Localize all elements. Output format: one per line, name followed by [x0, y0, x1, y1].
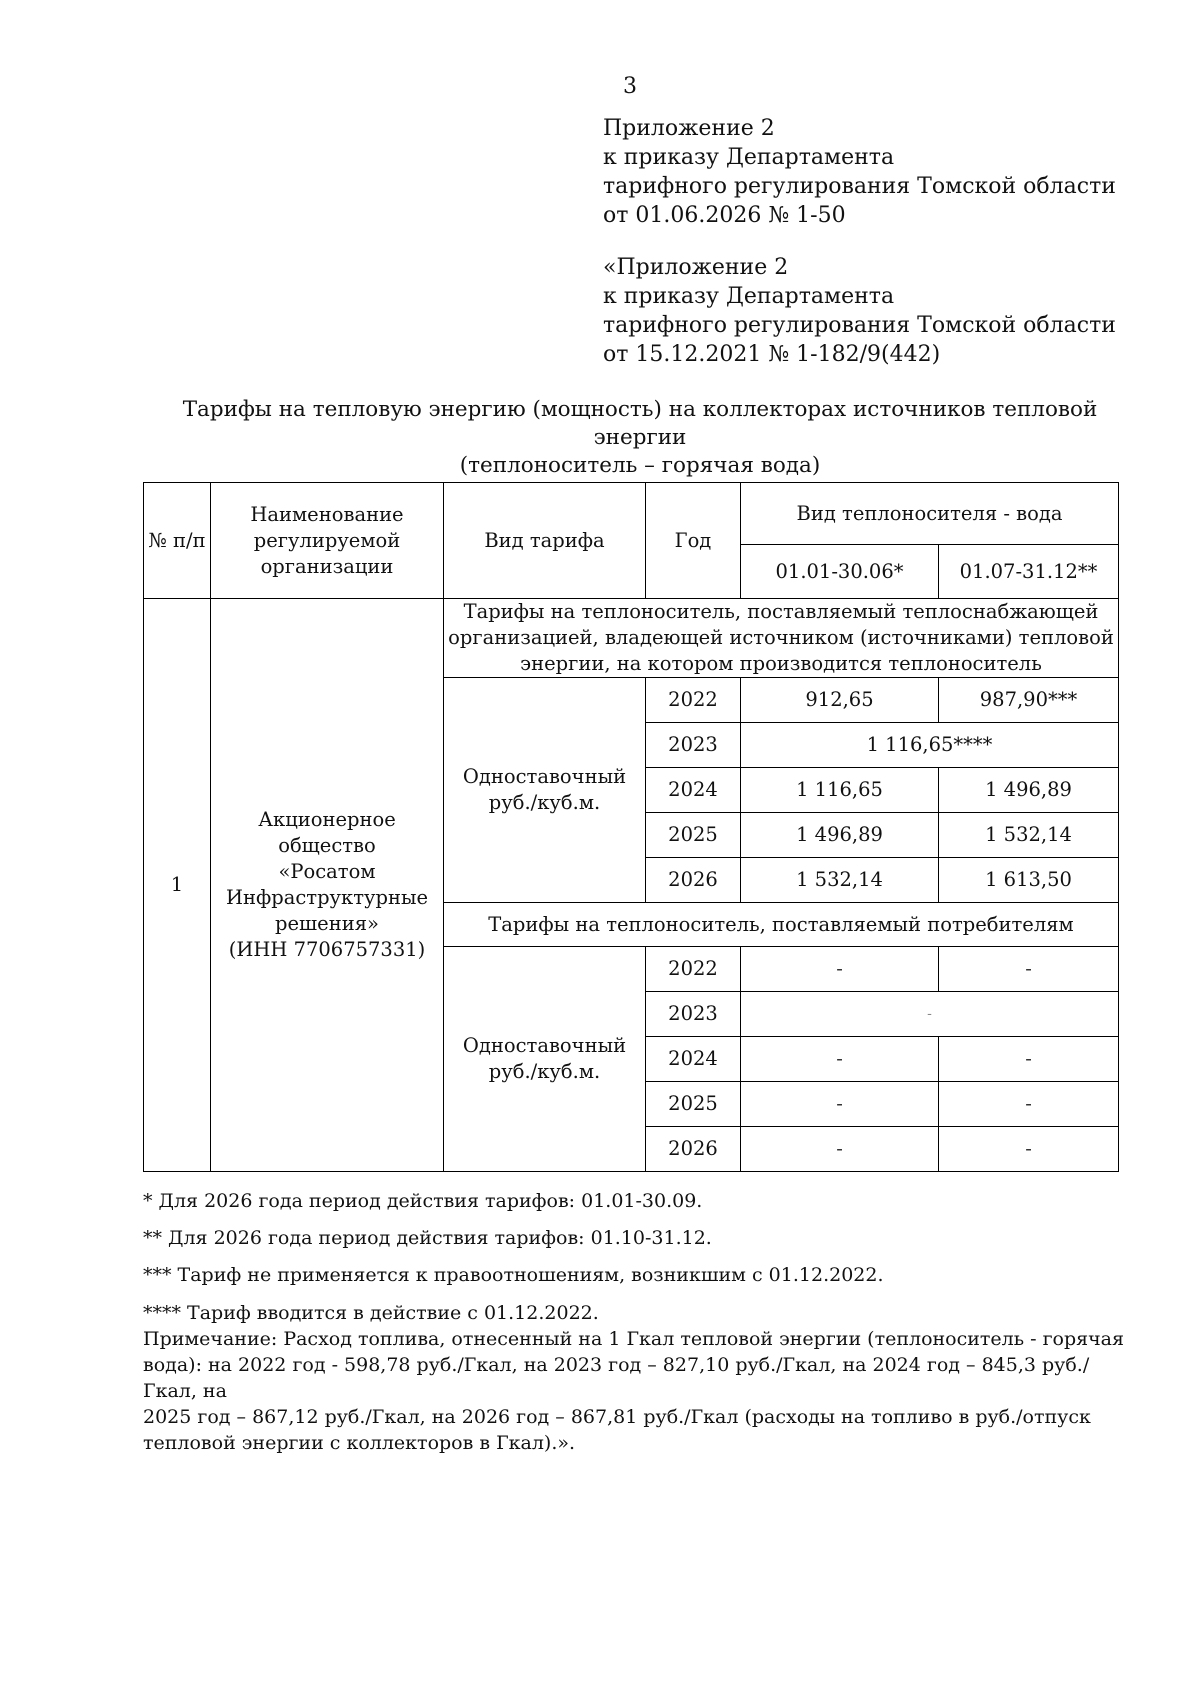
tariff-value-cell: -	[939, 1037, 1119, 1082]
tariff-value-cell: -	[939, 1127, 1119, 1172]
note-line: Примечание: Расход топлива, отнесенный на 1 Гкал тепловой энергии (теплоноситель - горячая	[143, 1328, 1124, 1350]
year-cell: 2026	[646, 858, 741, 903]
document-title	[140, 396, 1140, 480]
footnote-2: ** Для 2026 года период действия тарифов: 01.10-31.12.	[143, 1227, 712, 1249]
year-cell: 2022	[646, 947, 741, 992]
year-cell: 2025	[646, 1082, 741, 1127]
annex-header-original	[603, 253, 1116, 369]
tariff-value-cell: 1 496,89	[939, 768, 1119, 813]
tariff-value-cell: -	[741, 1127, 939, 1172]
header-carrier: Вид теплоносителя - вода	[741, 483, 1119, 545]
tariff-value-cell: -	[741, 1082, 939, 1127]
organization-name	[211, 599, 444, 1172]
organization-line: Инфраструктурные	[225, 886, 429, 909]
footnote-1: * Для 2026 года период действия тарифов: 01.01-30.09.	[143, 1190, 703, 1212]
note-line: 2025 год – 867,12 руб./Гкал, на 2026 год – 867,81 руб./Гкал (расходы на топливо в руб./отпуск	[143, 1406, 1091, 1428]
annex-line: к приказу Департамента	[603, 145, 895, 170]
section-title-consumers: Тарифы на теплоноситель, поставляемый потребителям	[444, 903, 1119, 947]
tariff-type-cell: Одноставочный руб./куб.м.	[444, 947, 646, 1172]
tariff-type-cell: Одноставочный руб./куб.м.	[444, 678, 646, 903]
tariff-value-cell: 1 496,89	[741, 813, 939, 858]
annex-line: «Приложение 2	[603, 255, 789, 280]
title-line-1: Тарифы на тепловую энергию (мощность) на коллекторах источников тепловой энергии	[182, 397, 1098, 450]
tariff-value-cell: -	[939, 947, 1119, 992]
tariff-value-cell: 1 532,14	[741, 858, 939, 903]
row-number: 1	[144, 599, 211, 1172]
organization-line: решения»	[275, 912, 379, 935]
tariff-value-merged-cell: 1 116,65****	[741, 723, 1119, 768]
footnote-3: *** Тариф не применяется к правоотношениям, возникшим с 01.12.2022.	[143, 1264, 884, 1286]
year-cell: 2024	[646, 1037, 741, 1082]
header-organization: Наименование регулируемой организации	[211, 483, 444, 599]
title-line-2: (теплоноситель – горячая вода)	[459, 453, 821, 478]
tariff-value-cell: -	[741, 947, 939, 992]
annex-line: тарифного регулирования Томской области	[603, 313, 1116, 338]
organization-line: (ИНН 7706757331)	[228, 938, 426, 961]
year-cell: 2022	[646, 678, 741, 723]
note-line: тепловой энергии с коллекторов в Гкал).».	[143, 1432, 576, 1454]
tariff-value-cell: -	[741, 1037, 939, 1082]
note-paragraph	[143, 1326, 1133, 1456]
page-number: 3	[623, 74, 637, 99]
organization-line: Акционерное	[258, 808, 396, 831]
tariff-value-cell: 987,90***	[939, 678, 1119, 723]
annex-line: от 01.06.2026 № 1-50	[603, 203, 846, 228]
header-period-2: 01.07-31.12**	[939, 545, 1119, 599]
year-cell: 2023	[646, 992, 741, 1037]
annex-header-current	[603, 114, 1116, 230]
section-title-supplier: Тарифы на теплоноситель, поставляемый теплоснабжающей организацией, владеющей источником (источниками) тепловой энергии, на котором производится теплоноситель	[444, 599, 1119, 678]
organization-line: общество	[278, 834, 376, 857]
header-year: Год	[646, 483, 741, 599]
tariff-table	[143, 482, 1119, 1172]
annex-line: тарифного регулирования Томской области	[603, 174, 1116, 199]
year-cell: 2023	[646, 723, 741, 768]
header-tariff-type: Вид тарифа	[444, 483, 646, 599]
tariff-value-cell: 1 613,50	[939, 858, 1119, 903]
year-cell: 2026	[646, 1127, 741, 1172]
year-cell: 2025	[646, 813, 741, 858]
organization-line: «Росатом	[278, 860, 376, 883]
annex-line: Приложение 2	[603, 116, 775, 141]
annex-line: от 15.12.2021 № 1-182/9(442)	[603, 342, 941, 367]
header-period-1: 01.01-30.06*	[741, 545, 939, 599]
tariff-value-cell: -	[939, 1082, 1119, 1127]
annex-line: к приказу Департамента	[603, 284, 895, 309]
header-number: № п/п	[144, 483, 211, 599]
tariff-value-merged-cell: -	[741, 992, 1119, 1037]
tariff-value-cell: 912,65	[741, 678, 939, 723]
tariff-value-cell: 1 532,14	[939, 813, 1119, 858]
tariff-value-cell: 1 116,65	[741, 768, 939, 813]
year-cell: 2024	[646, 768, 741, 813]
note-line: вода): на 2022 год - 598,78 руб./Гкал, на 2023 год – 827,10 руб./Гкал, на 2024 год – 845,3 руб./Гкал, на	[143, 1354, 1090, 1402]
footnote-4: **** Тариф вводится в действие с 01.12.2022.	[143, 1302, 599, 1324]
